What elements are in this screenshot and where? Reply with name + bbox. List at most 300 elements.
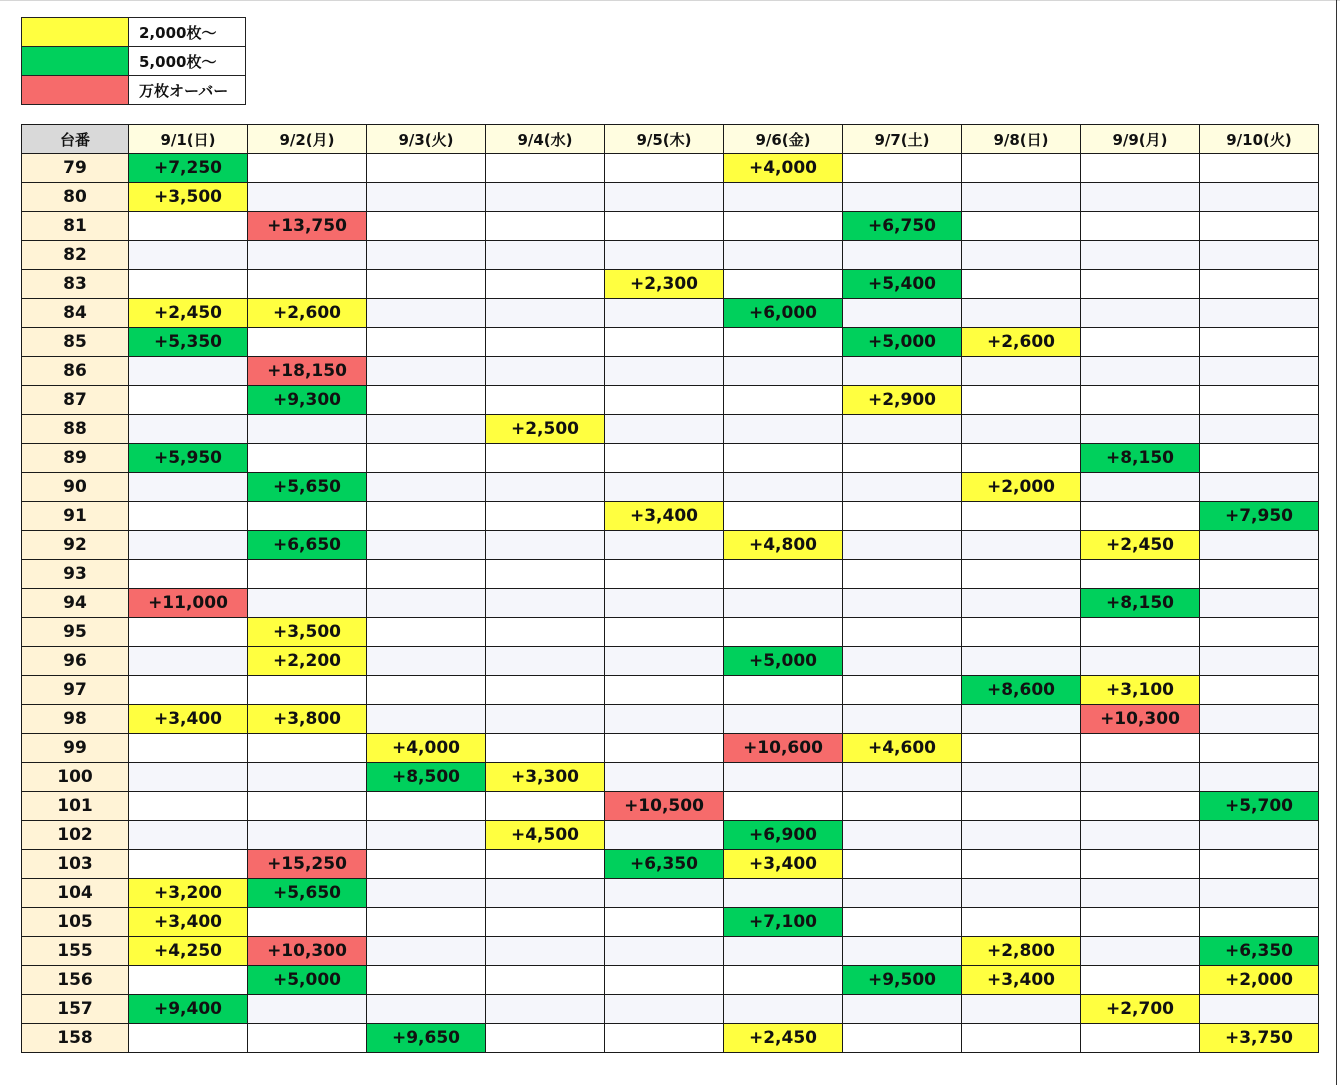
machine-number: 83 — [22, 270, 129, 299]
payout-cell: +10,500 — [605, 792, 724, 821]
table-row — [22, 299, 1319, 328]
payout-cell — [1081, 357, 1200, 386]
payout-cell — [1200, 908, 1319, 937]
payout-cell: +10,300 — [248, 937, 367, 966]
payout-cell — [724, 270, 843, 299]
payout-cell: +3,800 — [248, 705, 367, 734]
payout-cell — [962, 647, 1081, 676]
machine-number: 156 — [22, 966, 129, 995]
payout-cell — [962, 270, 1081, 299]
machine-number-header: 台番 — [22, 125, 129, 154]
right-border-line — [1336, 0, 1337, 1085]
payout-cell — [367, 444, 486, 473]
payout-cell — [605, 473, 724, 502]
payout-cell — [605, 299, 724, 328]
payout-cell — [605, 676, 724, 705]
payout-cell — [367, 966, 486, 995]
payout-cell — [367, 328, 486, 357]
payout-cell — [724, 763, 843, 792]
payout-cell: +9,500 — [843, 966, 962, 995]
date-header: 9/7(土) — [843, 125, 962, 154]
payout-cell — [724, 560, 843, 589]
payout-cell — [605, 154, 724, 183]
payout-cell: +2,000 — [1200, 966, 1319, 995]
payout-cell — [1200, 357, 1319, 386]
payout-cell — [962, 879, 1081, 908]
payout-cell — [843, 154, 962, 183]
payout-cell: +7,100 — [724, 908, 843, 937]
payout-cell — [129, 792, 248, 821]
payout-cell — [248, 415, 367, 444]
legend-row — [22, 76, 246, 105]
payout-cell — [843, 502, 962, 531]
payout-cell — [486, 618, 605, 647]
payout-cell — [1081, 183, 1200, 212]
payout-cell — [367, 676, 486, 705]
payout-cell: +4,800 — [724, 531, 843, 560]
table-row — [22, 821, 1319, 850]
payout-cell — [129, 357, 248, 386]
payout-cell — [248, 560, 367, 589]
payout-cell — [724, 966, 843, 995]
payout-cell: +3,400 — [724, 850, 843, 879]
payout-cell — [605, 647, 724, 676]
date-header: 9/5(木) — [605, 125, 724, 154]
payout-cell — [843, 1024, 962, 1053]
payout-cell: +9,400 — [129, 995, 248, 1024]
payout-cell — [486, 444, 605, 473]
legend-row — [22, 47, 246, 76]
payout-cell — [1200, 473, 1319, 502]
machine-number: 155 — [22, 937, 129, 966]
machine-number: 92 — [22, 531, 129, 560]
table-row — [22, 792, 1319, 821]
payout-cell — [843, 618, 962, 647]
payout-cell — [486, 1024, 605, 1053]
table-row — [22, 908, 1319, 937]
payout-cell — [962, 589, 1081, 618]
payout-cell — [248, 908, 367, 937]
payout-cell — [1081, 1024, 1200, 1053]
payout-cell: +6,000 — [724, 299, 843, 328]
payout-cell — [248, 792, 367, 821]
payout-cell — [605, 966, 724, 995]
payout-cell — [843, 589, 962, 618]
payout-cell — [486, 560, 605, 589]
payout-cell — [843, 241, 962, 270]
machine-number: 87 — [22, 386, 129, 415]
payout-cell — [724, 676, 843, 705]
payout-cell — [1081, 879, 1200, 908]
payout-cell — [962, 560, 1081, 589]
payout-cell — [1081, 821, 1200, 850]
machine-number: 85 — [22, 328, 129, 357]
legend-label: 万枚オーバー — [129, 76, 246, 105]
payout-cell — [843, 357, 962, 386]
payout-cell: +3,200 — [129, 879, 248, 908]
payout-cell — [486, 908, 605, 937]
payout-cell: +3,400 — [962, 966, 1081, 995]
machine-number: 96 — [22, 647, 129, 676]
payout-cell — [129, 386, 248, 415]
table-row — [22, 183, 1319, 212]
payout-cell — [486, 734, 605, 763]
payout-cell — [367, 560, 486, 589]
payout-cell — [843, 444, 962, 473]
machine-payout-table — [21, 124, 1319, 1053]
payout-cell — [1081, 734, 1200, 763]
table-row — [22, 705, 1319, 734]
payout-cell: +6,350 — [1200, 937, 1319, 966]
date-header: 9/2(月) — [248, 125, 367, 154]
payout-cell — [605, 937, 724, 966]
payout-cell — [843, 792, 962, 821]
payout-cell — [724, 879, 843, 908]
payout-cell — [962, 792, 1081, 821]
payout-cell — [367, 241, 486, 270]
payout-cell — [1081, 386, 1200, 415]
payout-cell — [486, 995, 605, 1024]
machine-number: 100 — [22, 763, 129, 792]
table-body — [22, 154, 1319, 1053]
table-row — [22, 734, 1319, 763]
payout-cell — [129, 270, 248, 299]
payout-cell — [486, 647, 605, 676]
payout-cell — [962, 444, 1081, 473]
payout-cell — [129, 415, 248, 444]
payout-cell: +8,500 — [367, 763, 486, 792]
table-row — [22, 328, 1319, 357]
payout-cell: +3,500 — [248, 618, 367, 647]
payout-cell — [486, 328, 605, 357]
payout-cell — [962, 618, 1081, 647]
payout-cell — [367, 357, 486, 386]
machine-number: 95 — [22, 618, 129, 647]
payout-cell: +6,750 — [843, 212, 962, 241]
payout-cell — [1200, 734, 1319, 763]
payout-cell — [248, 328, 367, 357]
payout-cell — [962, 995, 1081, 1024]
payout-cell: +5,000 — [724, 647, 843, 676]
payout-cell — [486, 676, 605, 705]
payout-cell — [605, 357, 724, 386]
payout-cell — [486, 241, 605, 270]
payout-cell — [1200, 299, 1319, 328]
payout-cell — [843, 473, 962, 502]
payout-cell — [367, 589, 486, 618]
machine-number: 102 — [22, 821, 129, 850]
payout-cell — [843, 879, 962, 908]
payout-cell — [962, 299, 1081, 328]
payout-cell — [248, 821, 367, 850]
payout-cell — [248, 444, 367, 473]
payout-cell — [1200, 647, 1319, 676]
payout-cell — [486, 212, 605, 241]
payout-cell: +11,000 — [129, 589, 248, 618]
payout-cell — [1200, 560, 1319, 589]
payout-cell: +13,750 — [248, 212, 367, 241]
payout-cell — [1200, 531, 1319, 560]
table-row — [22, 647, 1319, 676]
payout-cell — [1200, 618, 1319, 647]
payout-cell — [605, 415, 724, 444]
payout-cell — [605, 734, 724, 763]
machine-number: 81 — [22, 212, 129, 241]
payout-cell — [605, 821, 724, 850]
payout-cell — [129, 647, 248, 676]
payout-cell — [962, 763, 1081, 792]
table-row — [22, 850, 1319, 879]
payout-cell — [1200, 270, 1319, 299]
machine-number: 158 — [22, 1024, 129, 1053]
payout-cell — [486, 270, 605, 299]
payout-cell: +5,650 — [248, 473, 367, 502]
payout-cell: +2,450 — [1081, 531, 1200, 560]
payout-cell — [129, 212, 248, 241]
payout-cell — [724, 502, 843, 531]
payout-cell — [605, 444, 724, 473]
payout-cell — [486, 589, 605, 618]
payout-cell — [605, 241, 724, 270]
payout-cell — [962, 821, 1081, 850]
payout-cell — [1081, 763, 1200, 792]
payout-cell — [1200, 415, 1319, 444]
payout-cell — [843, 299, 962, 328]
payout-cell: +6,350 — [605, 850, 724, 879]
payout-cell — [486, 473, 605, 502]
table-row — [22, 879, 1319, 908]
payout-cell — [1200, 821, 1319, 850]
payout-cell — [962, 415, 1081, 444]
payout-cell — [1200, 183, 1319, 212]
color-legend — [21, 17, 246, 105]
payout-cell: +5,700 — [1200, 792, 1319, 821]
table-row — [22, 995, 1319, 1024]
payout-cell — [724, 328, 843, 357]
payout-cell — [1200, 386, 1319, 415]
payout-cell — [1081, 792, 1200, 821]
payout-cell — [486, 850, 605, 879]
payout-cell: +18,150 — [248, 357, 367, 386]
payout-cell: +2,450 — [724, 1024, 843, 1053]
payout-cell: +2,900 — [843, 386, 962, 415]
payout-cell — [1200, 444, 1319, 473]
payout-cell — [843, 531, 962, 560]
payout-cell: +7,950 — [1200, 502, 1319, 531]
payout-cell — [367, 821, 486, 850]
payout-cell — [129, 502, 248, 531]
machine-number: 80 — [22, 183, 129, 212]
payout-cell — [367, 531, 486, 560]
machine-number: 105 — [22, 908, 129, 937]
payout-cell: +4,600 — [843, 734, 962, 763]
payout-cell: +8,150 — [1081, 444, 1200, 473]
payout-cell — [248, 589, 367, 618]
machine-number: 157 — [22, 995, 129, 1024]
table-row — [22, 589, 1319, 618]
payout-cell — [724, 212, 843, 241]
payout-cell: +7,250 — [129, 154, 248, 183]
payout-cell — [724, 415, 843, 444]
table-row — [22, 212, 1319, 241]
payout-cell — [843, 995, 962, 1024]
payout-cell — [486, 386, 605, 415]
payout-cell: +2,300 — [605, 270, 724, 299]
payout-cell — [486, 154, 605, 183]
payout-cell — [367, 850, 486, 879]
payout-cell — [1200, 212, 1319, 241]
payout-cell: +3,500 — [129, 183, 248, 212]
payout-cell — [605, 589, 724, 618]
payout-cell — [1200, 995, 1319, 1024]
payout-cell: +10,300 — [1081, 705, 1200, 734]
table-row — [22, 1024, 1319, 1053]
payout-cell — [486, 357, 605, 386]
payout-cell — [1200, 328, 1319, 357]
payout-cell — [367, 299, 486, 328]
payout-cell — [843, 705, 962, 734]
table-row — [22, 560, 1319, 589]
payout-cell: +4,000 — [367, 734, 486, 763]
payout-cell: +2,600 — [962, 328, 1081, 357]
payout-cell: +2,800 — [962, 937, 1081, 966]
payout-cell — [367, 154, 486, 183]
payout-cell: +15,250 — [248, 850, 367, 879]
payout-cell — [129, 734, 248, 763]
table-row — [22, 357, 1319, 386]
payout-cell — [724, 995, 843, 1024]
payout-cell: +5,400 — [843, 270, 962, 299]
payout-cell — [248, 763, 367, 792]
payout-cell — [962, 212, 1081, 241]
payout-cell — [486, 299, 605, 328]
payout-cell — [129, 473, 248, 502]
payout-cell: +8,150 — [1081, 589, 1200, 618]
payout-cell — [367, 270, 486, 299]
payout-cell — [1081, 908, 1200, 937]
payout-cell — [129, 763, 248, 792]
payout-cell — [248, 183, 367, 212]
payout-cell — [486, 937, 605, 966]
payout-cell — [1081, 241, 1200, 270]
machine-number: 103 — [22, 850, 129, 879]
payout-cell — [367, 618, 486, 647]
payout-cell — [486, 502, 605, 531]
payout-cell — [1081, 937, 1200, 966]
payout-cell — [367, 908, 486, 937]
payout-cell — [129, 531, 248, 560]
payout-cell — [962, 1024, 1081, 1053]
date-header: 9/10(火) — [1200, 125, 1319, 154]
payout-cell — [129, 618, 248, 647]
table-row — [22, 241, 1319, 270]
table-row — [22, 415, 1319, 444]
payout-cell — [724, 618, 843, 647]
payout-cell: +6,900 — [724, 821, 843, 850]
payout-cell — [605, 1024, 724, 1053]
payout-cell — [962, 850, 1081, 879]
payout-cell — [248, 270, 367, 299]
payout-cell — [129, 676, 248, 705]
payout-cell — [605, 386, 724, 415]
payout-cell — [962, 241, 1081, 270]
payout-cell — [1081, 212, 1200, 241]
legend-row — [22, 18, 246, 47]
payout-cell: +6,650 — [248, 531, 367, 560]
payout-cell — [1081, 502, 1200, 531]
payout-cell — [367, 183, 486, 212]
payout-cell — [962, 908, 1081, 937]
payout-cell — [486, 705, 605, 734]
payout-cell — [1081, 154, 1200, 183]
payout-cell: +3,400 — [129, 705, 248, 734]
payout-cell — [843, 937, 962, 966]
machine-number: 84 — [22, 299, 129, 328]
machine-number: 90 — [22, 473, 129, 502]
table-row — [22, 502, 1319, 531]
payout-cell — [1081, 415, 1200, 444]
payout-cell — [843, 821, 962, 850]
payout-cell — [605, 879, 724, 908]
machine-number: 86 — [22, 357, 129, 386]
top-border-line — [0, 0, 1340, 1]
table-row — [22, 966, 1319, 995]
payout-cell — [248, 154, 367, 183]
payout-cell — [605, 995, 724, 1024]
table-row — [22, 386, 1319, 415]
payout-cell — [1081, 850, 1200, 879]
payout-cell — [248, 241, 367, 270]
payout-cell — [605, 531, 724, 560]
payout-cell — [1081, 328, 1200, 357]
payout-cell — [724, 357, 843, 386]
table-row — [22, 937, 1319, 966]
payout-cell — [486, 183, 605, 212]
payout-cell — [843, 850, 962, 879]
payout-cell — [1081, 270, 1200, 299]
legend-label: 2,000枚～ — [129, 18, 246, 47]
payout-cell — [962, 531, 1081, 560]
payout-cell — [486, 531, 605, 560]
payout-cell: +2,000 — [962, 473, 1081, 502]
payout-cell: +4,000 — [724, 154, 843, 183]
payout-cell — [248, 502, 367, 531]
payout-cell — [724, 444, 843, 473]
payout-cell — [843, 763, 962, 792]
machine-number: 93 — [22, 560, 129, 589]
payout-cell — [1200, 850, 1319, 879]
payout-cell — [605, 763, 724, 792]
table-row — [22, 154, 1319, 183]
machine-number: 94 — [22, 589, 129, 618]
payout-cell — [248, 1024, 367, 1053]
payout-cell: +3,300 — [486, 763, 605, 792]
table-row — [22, 531, 1319, 560]
payout-cell — [367, 879, 486, 908]
payout-cell — [605, 560, 724, 589]
payout-cell: +5,350 — [129, 328, 248, 357]
machine-number: 98 — [22, 705, 129, 734]
date-header: 9/6(金) — [724, 125, 843, 154]
payout-cell — [367, 473, 486, 502]
payout-cell — [605, 908, 724, 937]
machine-number: 99 — [22, 734, 129, 763]
legend-swatch-red — [22, 76, 129, 105]
payout-cell — [724, 705, 843, 734]
payout-cell: +5,950 — [129, 444, 248, 473]
payout-cell — [962, 734, 1081, 763]
payout-cell: +2,500 — [486, 415, 605, 444]
